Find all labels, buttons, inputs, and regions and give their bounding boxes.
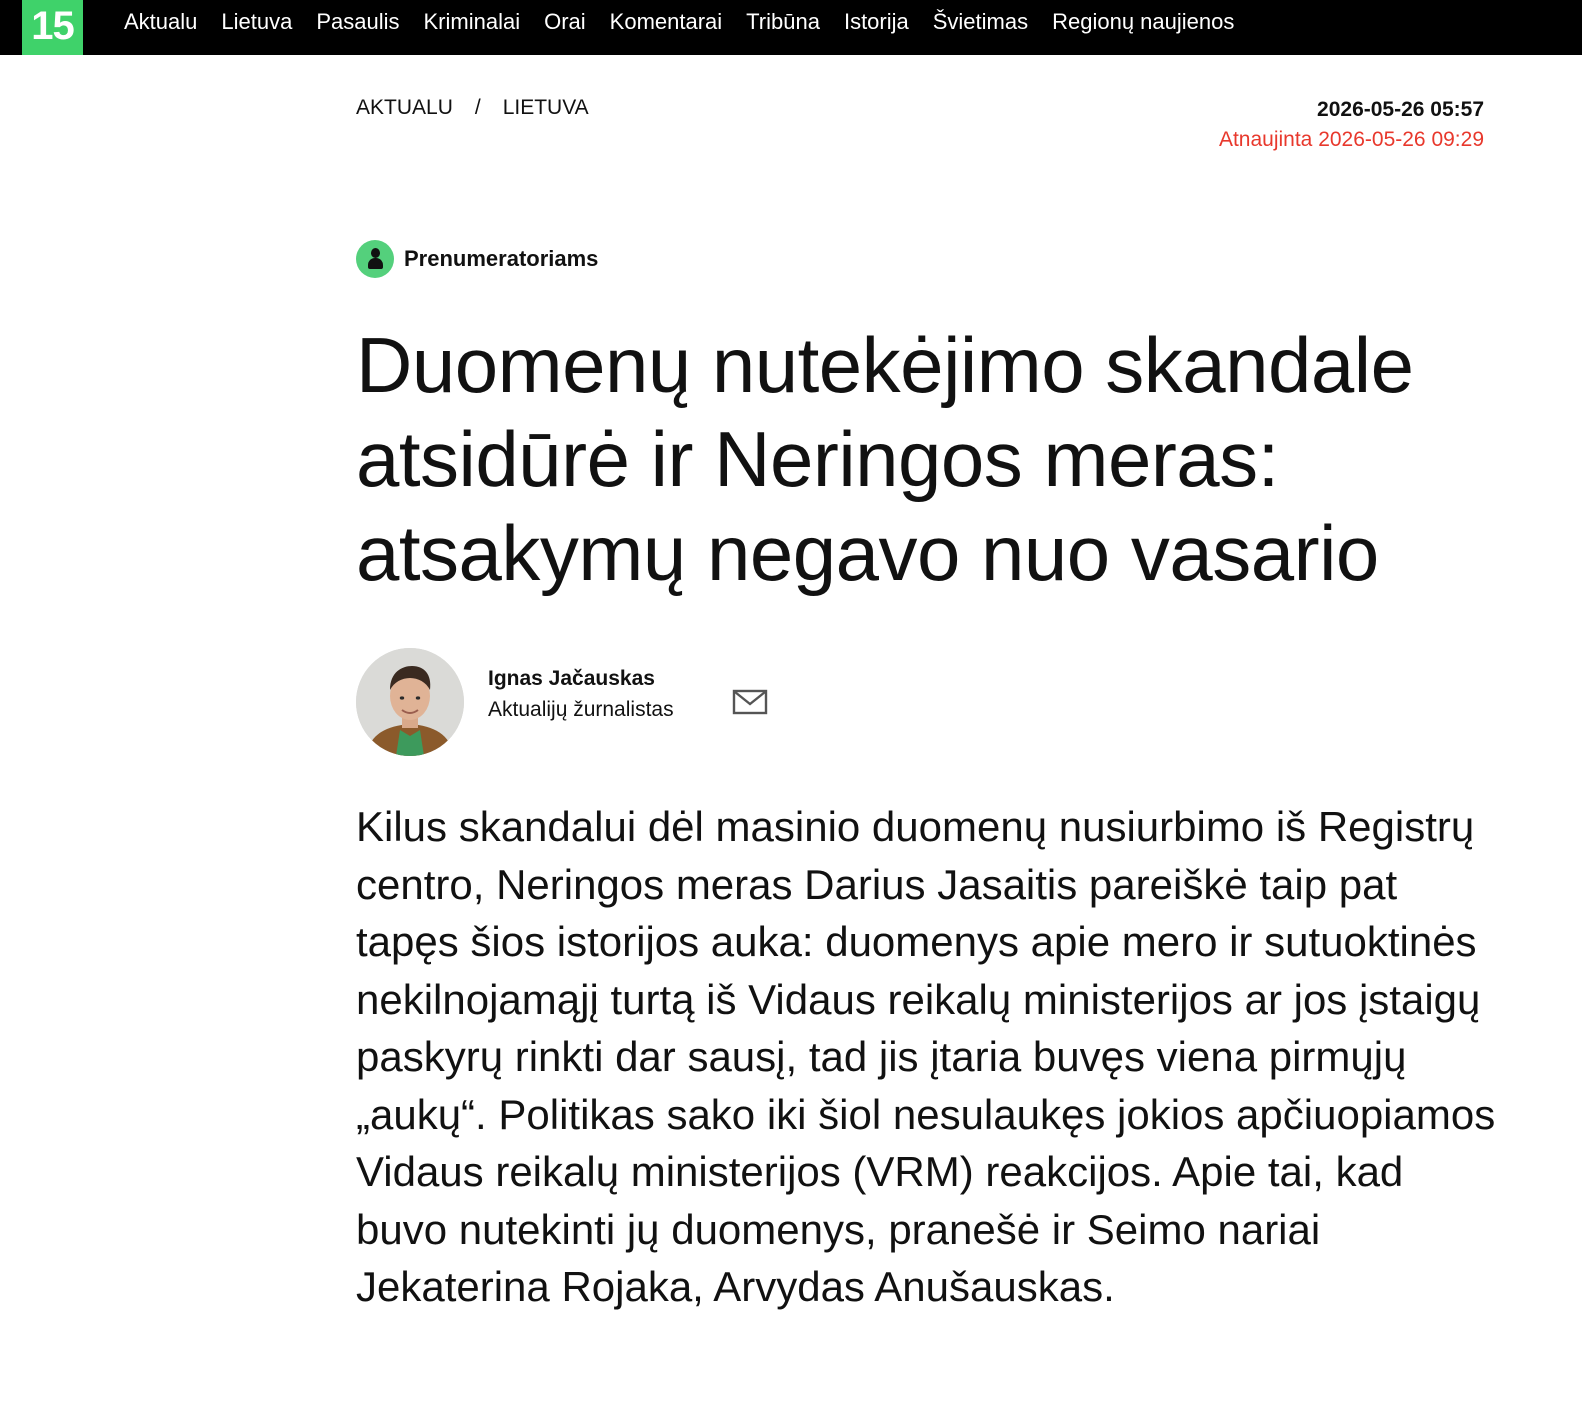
updated-date: Atnaujinta 2026-05-26 09:29 [1218,128,1484,151]
nav-item-pasaulis[interactable]: Pasaulis [316,9,400,34]
nav-item-tribuna[interactable]: Tribūna [746,9,820,34]
user-icon [356,240,394,278]
author-info [488,663,674,725]
published-date: 2026-05-26 05:57 [1317,98,1484,121]
nav-item-lietuva[interactable]: Lietuva [221,9,293,34]
author-role: Aktualijų žurnalistas [488,698,674,721]
mail-icon[interactable] [732,688,768,716]
main-nav [124,0,1258,44]
premium-label: Prenumeratoriams [404,246,599,271]
author-block [356,648,674,756]
breadcrumb-item-aktualu[interactable]: AKTUALU [356,96,453,119]
author-photo [356,648,464,756]
article-headline: Duomenų nutekėjimo skandale atsidūrė ir Neringos meras: atsakymų negavo nuo vasario [356,321,1414,597]
nav-item-aktualu[interactable]: Aktualu [124,9,198,34]
breadcrumb [356,96,589,120]
author-avatar[interactable] [356,648,464,756]
article-dates [1219,96,1484,156]
nav-item-regionu-naujienos[interactable]: Regionų naujienos [1052,9,1235,34]
nav-item-orai[interactable]: Orai [544,9,586,34]
breadcrumb-separator: / [474,96,481,119]
nav-item-komentarai[interactable]: Komentarai [609,9,723,34]
premium-badge [356,240,598,278]
top-navigation-bar [0,0,1582,55]
nav-item-kriminalai[interactable]: Kriminalai [423,9,521,34]
article-lead: Kilus skandalui dėl masinio duomenų nusiurbimo iš Registrų centro, Neringos meras Darius Jasaitis pareiškė taip pat tapęs šios istorijos auka: duomenys apie mero ir sutuoktinės nekilnojamąjį turtą iš Vidaus reikalų ministerijos ar jos įstaigų paskyrų rinkti dar sausį, tad jis įtaria buvęs viena pirmųjų „aukų“. Politikas sako iki šiol nesulaukęs jokios apčiuopiamos Vidaus reikalų ministerijos (VRM) reakcijos. Apie tai, kad buvo nutekinti jų duomenys, pranešė ir Seimo nariai Jekaterina Rojaka, Arvydas Anušauskas. [356,803,1496,1310]
nav-item-istorija[interactable]: Istorija [843,9,909,34]
site-logo[interactable]: 15 [22,0,83,55]
author-name[interactable]: Ignas Jačauskas [488,667,655,690]
breadcrumb-item-lietuva[interactable]: LIETUVA [502,96,589,119]
nav-item-svietimas[interactable]: Švietimas [932,9,1029,34]
